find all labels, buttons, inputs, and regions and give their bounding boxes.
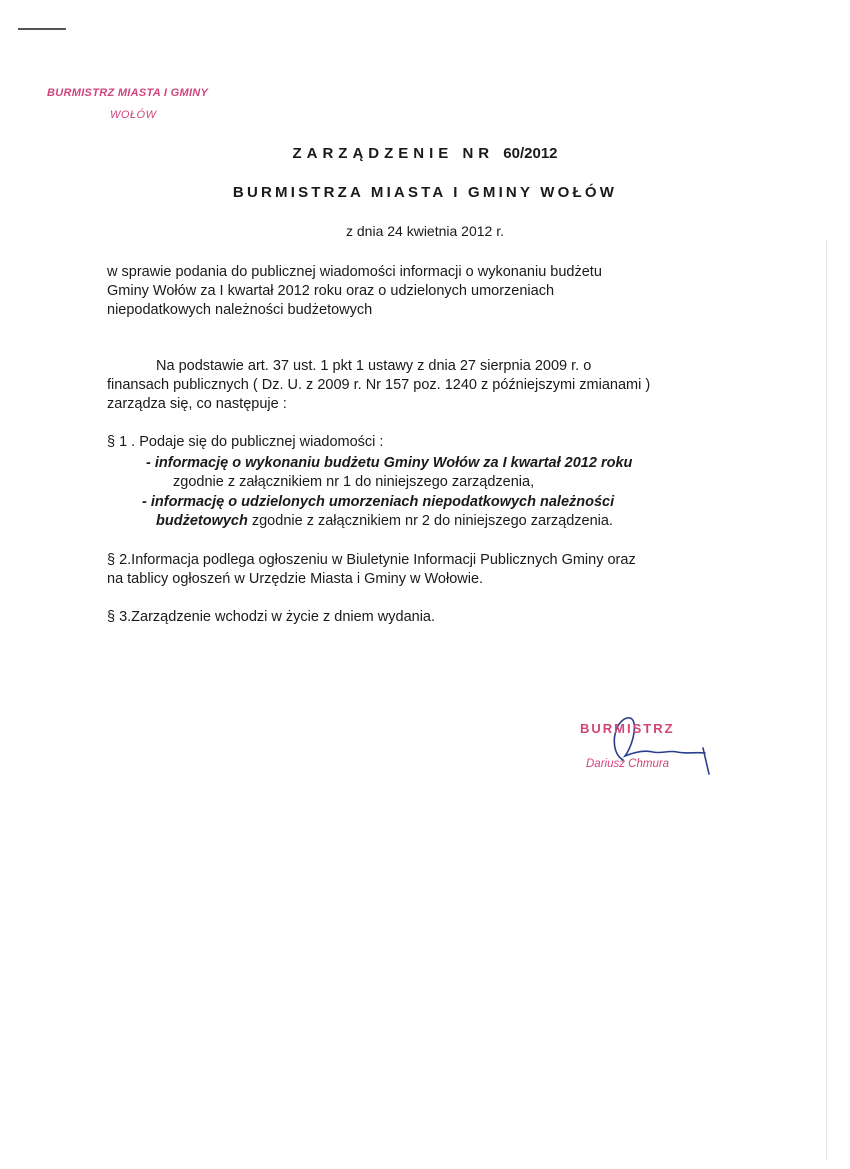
document-subtitle: BURMISTRZA MIASTA I GMINY WOŁÓW [232,184,618,201]
item-2-bold-word: budżetowych [156,513,248,529]
subject-line-2: Gminy Wołów za I kwartał 2012 roku oraz o udzielonych umorzeniach [107,283,555,299]
title-text: ZARZĄDZENIE NR [292,145,495,162]
signature-title: BURMISTRZ [580,721,675,736]
document-date: z dnia 24 kwietnia 2012 r. [346,223,504,239]
subject-line-1: w sprawie podania do publicznej wiadomości informacji o wykonaniu budżetu [107,264,602,280]
document-title [0,145,850,162]
paragraph-2-line-2: na tablicy ogłoszeń w Urzędzie Miasta i Gminy w Wołowie. [107,571,484,587]
paragraph-1-item-1-rest: zgodnie z załącznikiem nr 1 do niniejszego zarządzenia, [173,474,535,490]
paragraph-1-item-1: - informację o wykonaniu budżetu Gminy Wołów za I kwartał 2012 roku [146,455,633,471]
subject-line-3: niepodatkowych należności budżetowych [107,302,373,318]
document-number: 60/2012 [503,145,558,162]
paragraph-1-item-2: - informację o udzielonych umorzeniach niepodatkowych należności [142,494,615,510]
stamp-line-1: BURMISTRZ MIASTA I GMINY [47,87,209,99]
basis-line-2: finansach publicznych ( Dz. U. z 2009 r. Nr 157 poz. 1240 z późniejszymi zmianami ) [107,377,651,393]
stamp-line-2: WOŁÓW [110,109,157,121]
paragraph-2-line-1: § 2.Informacja podlega ogłoszeniu w Biuletynie Informacji Publicznych Gminy oraz [107,552,636,568]
item-2-rest: zgodnie z załącznikiem nr 2 do niniejszego zarządzenia. [247,513,613,529]
basis-line-1: Na podstawie art. 37 ust. 1 pkt 1 ustawy z dnia 27 sierpnia 2009 r. o [156,358,592,374]
scan-edge-line [826,240,827,1160]
paragraph-1-item-2-cont [156,512,613,531]
signature-name: Dariusz Chmura [586,758,670,770]
paragraph-3-line-1: § 3.Zarządzenie wchodzi w życie z dniem wydania. [107,609,436,625]
scan-artifact-line [18,28,66,30]
paragraph-1-intro: § 1 . Podaje się do publicznej wiadomości : [107,434,384,450]
basis-line-3: zarządza się, co następuje : [107,396,287,412]
